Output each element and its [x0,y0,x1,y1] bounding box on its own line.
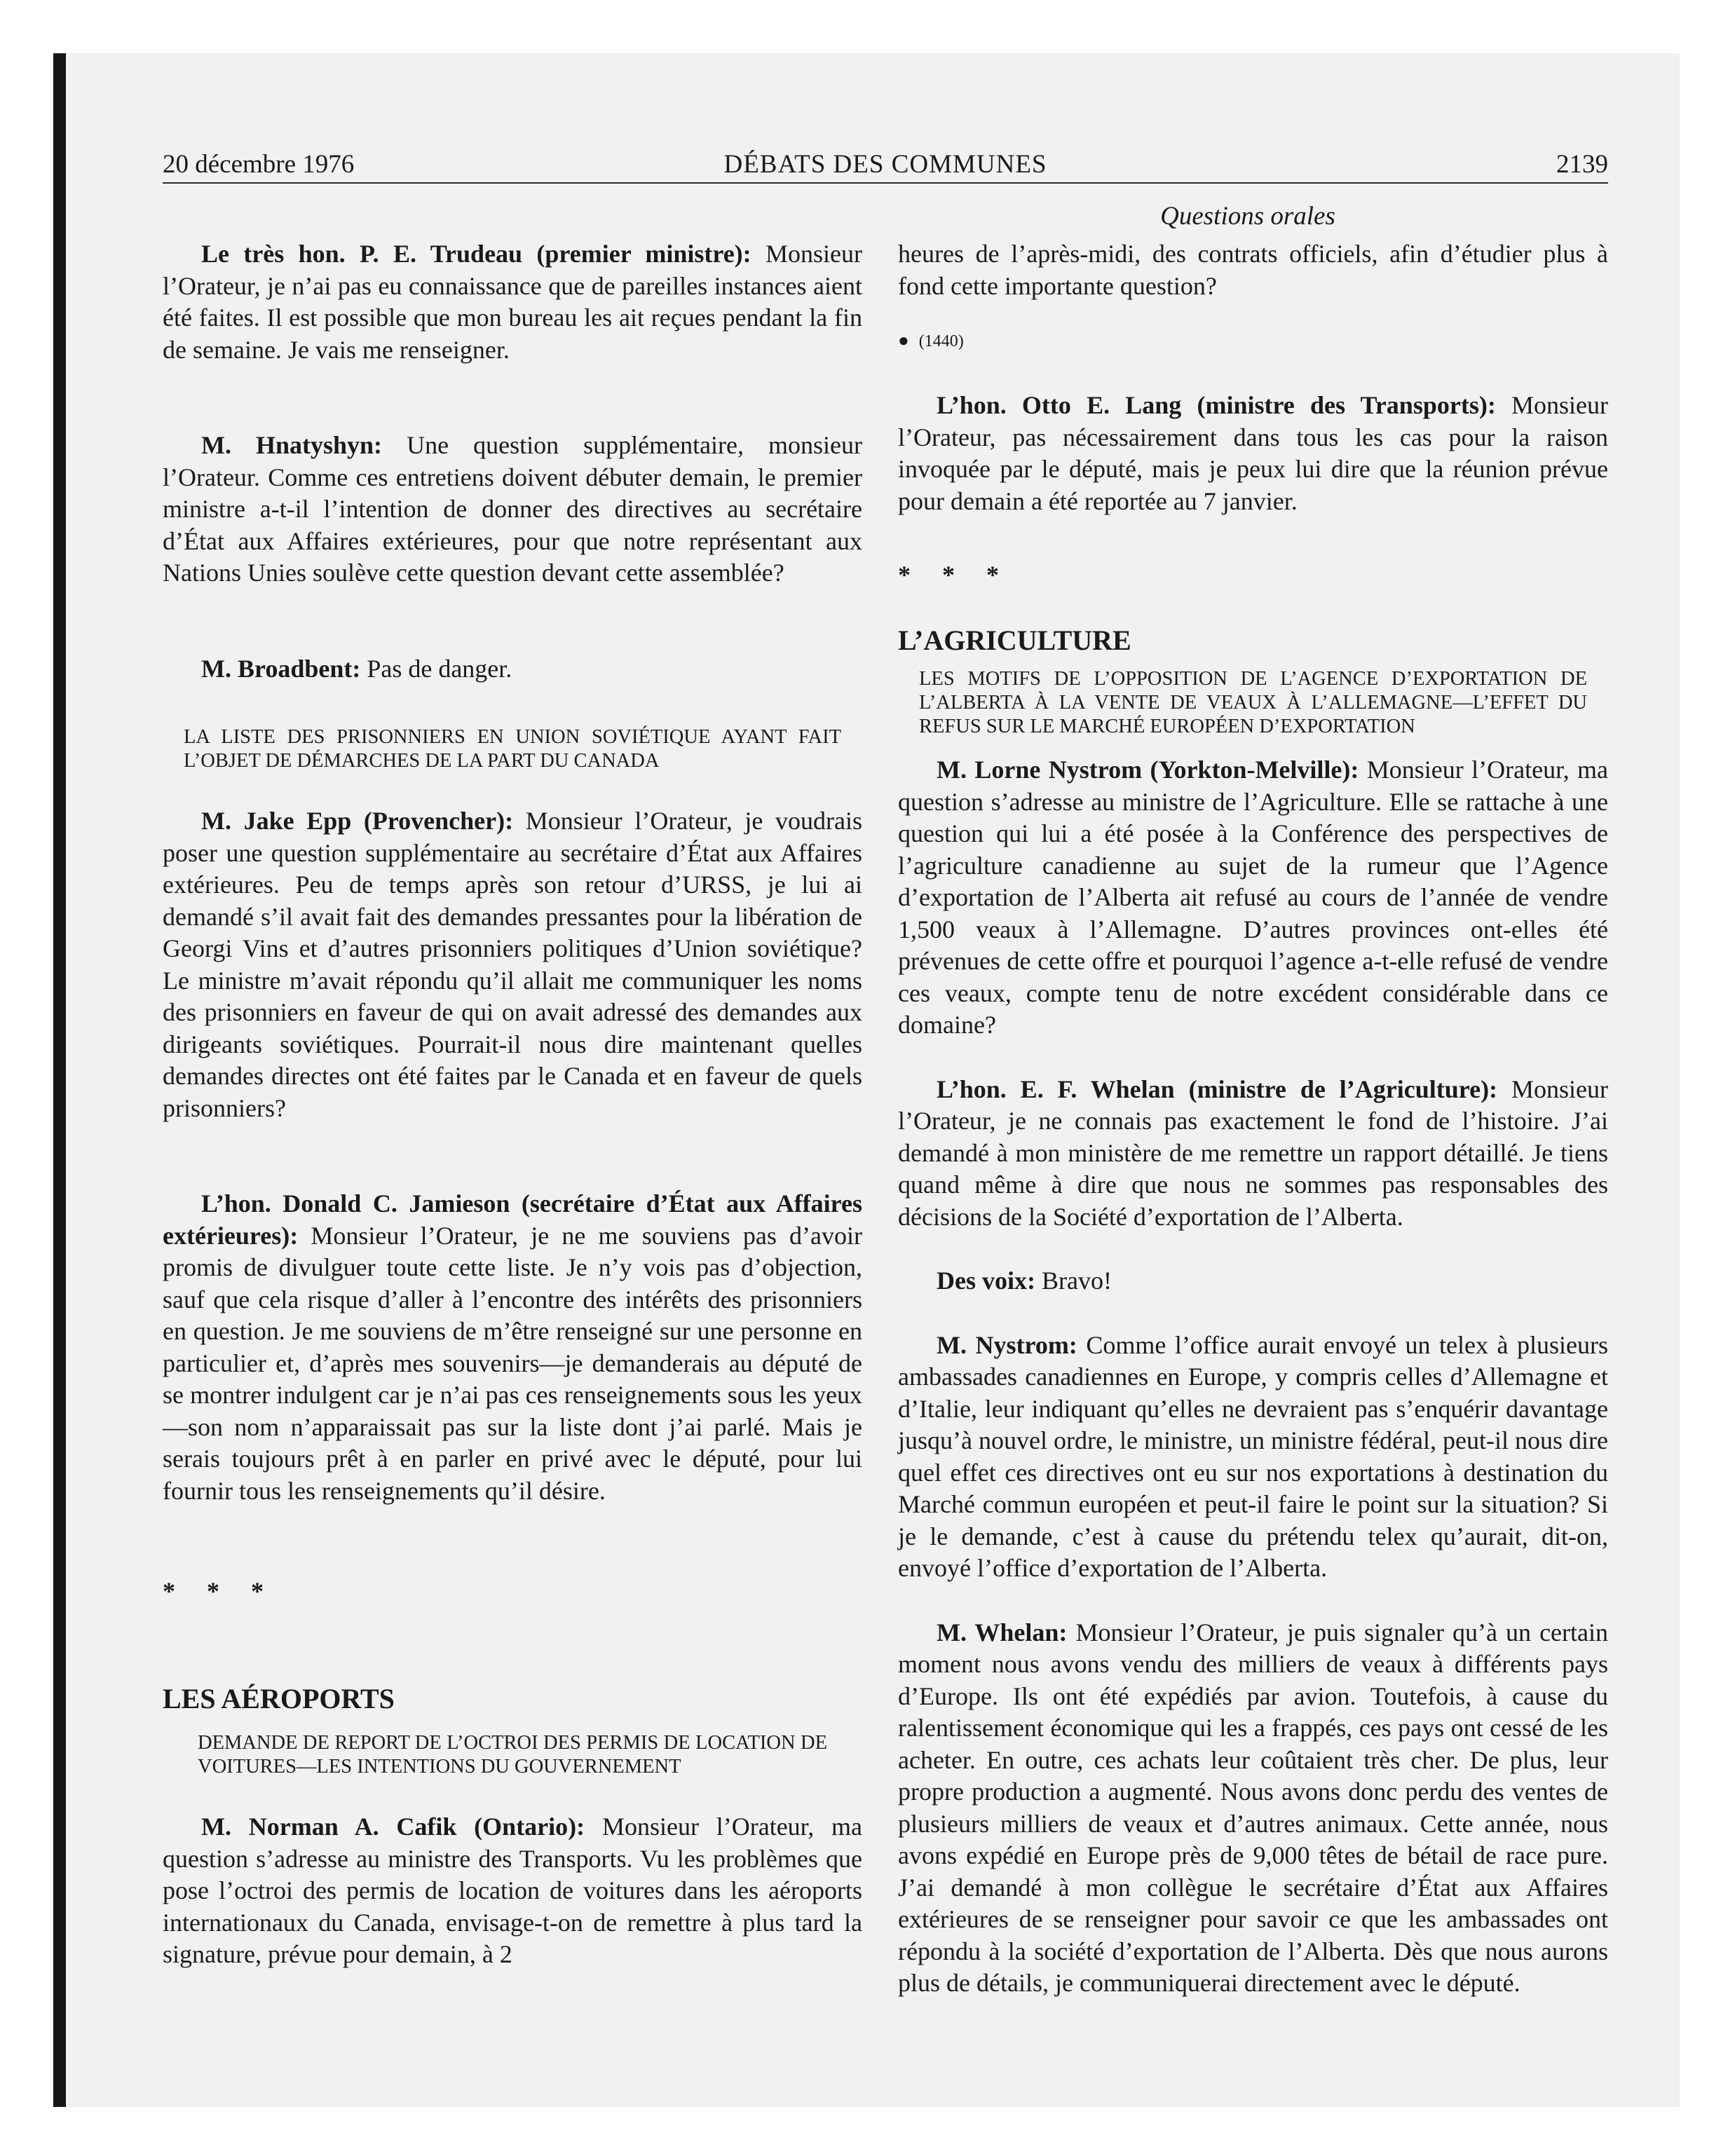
speech-text: Monsieur l’Orateur, je ne connais pas exactement le fond de l’histoire. J’ai demandé à mon ministère de me remettre un rapport détaillé. Je tiens quand même à dire que nous ne sommes pas responsables des décisions de la Société d’exportation de l’Alberta. [898,1074,1608,1231]
speech-voices [898,1265,1608,1297]
header-title: DÉBATS DES COMMUNES [723,150,1047,179]
section-heading-airports: LES AÉROPORTS [163,1683,395,1714]
speech-nystrom [898,754,1608,1042]
subheading-airports: DEMANDE DE REPORT DE L’OCTROI DES PERMIS DE LOCATION DE VOITURES—LES INTENTIONS DU GOUVERNEMENT [198,1732,827,1778]
speaker-name: L’hon. Otto E. Lang (ministre des Transports): [937,391,1496,419]
speech-text: Pas de danger. [367,654,512,683]
speech-text: Monsieur l’Orateur, ma question s’adresse au ministre de l’Agriculture. Elle se rattache à une question qui lui a été posée à la Conférence des perspectives de l’agriculture canadienne au sujet de la rumeur que l’Agence d’exportation de l’Alberta ait refusé au cours de l’année de vendre 1,500 veaux à l’Allemagne. D’autres provinces ont-elles été prévenues de cette offre et pourquoi l’agence a-t-elle refusé de vendre ces veaux, compte tenu de notre excédent considérable dans ce domaine? [898,756,1608,1039]
right-column [898,238,1608,2000]
speech-whelan [898,1074,1608,1234]
speaker-name: Des voix: [937,1267,1035,1295]
speaker-name: M. Broadbent: [201,654,361,683]
running-head: Questions orales [1160,202,1335,231]
speech-nystrom-2 [898,1330,1608,1585]
speech-text: Monsieur l’Orateur, je n’ai pas eu connaissance que de pareilles instances aient été faites. Il est possible que mon bureau les ait reçues pendant la fin de semaine. Je vais me renseigner. [163,240,862,364]
speech-cafik-continued: heures de l’après-midi, des contrats officiels, afin d’étudier plus à fond cette importante question? [898,240,1608,300]
header-date: 20 décembre 1976 [163,150,355,179]
section-separator: * * * [163,1577,276,1605]
time-marker [898,325,1608,357]
speech-text: Monsieur l’Orateur, pas nécessairement dans tous les cas pour la raison invoquée par le député, mais je peux lui dire que la réunion prévue pour demain a été reportée au 7 janvier. [898,391,1608,515]
speech-text: Une question supplémentaire, monsieur l’Orateur. Comme ces entretiens doivent débuter demain, le premier ministre a-t-il l’intention de donner des directives au secrétaire d’État aux Affaires extérieures, pour que notre représentant aux Nations Unies soulève cette question devant cette assemblée? [163,431,863,587]
speech-jamieson [163,1188,862,1507]
header-rule [163,182,1608,184]
speech-hnatyshyn [163,430,862,589]
speech-cafik [163,1811,862,1971]
page-number: 2139 [1556,150,1608,179]
bullet-icon: ● [898,330,909,350]
speech-trudeau [163,238,862,366]
speaker-name: M. Jake Epp (Provencher): [201,807,514,835]
speaker-name: L’hon. E. F. Whelan (ministre de l’Agriculture): [937,1074,1498,1103]
speech-broadbent [163,653,862,685]
speech-epp [163,805,862,1124]
subheading-agriculture: LES MOTIFS DE L’OPPOSITION DE L’AGENCE D’EXPORTATION DE L’ALBERTA À LA VENTE DE VEAUX À L’ALLEMAGNE—L’EFFET DU REFUS SUR LE MARCHÉ EUROPÉEN D’EXPORTATION [919,668,1587,737]
left-column [163,238,862,1971]
speech-text: Monsieur l’Orateur, je ne me souviens pas d’avoir promis de divulguer toute cette liste. Je n’y vois pas d’objection, sauf que cela risque d’aller à l’encontre des intérêts des prisonniers en question. Je me souviens de m’être renseigné sur une personne en particulier et, d’après mes souvenirs—je demanderais au député de se montrer indulgent car je n’ai pas ces renseignements sous les yeux—son nom n’apparaissait pas sur la liste dont j’ai parlé. Mais je serais toujours prêt à en parler en privé avec le député, pour lui fournir tous les renseignements qu’il désire. [163,1221,863,1505]
speech-text: Monsieur l’Orateur, ma question s’adresse au ministre des Transports. Vu les problèmes que pose l’octroi des permis de location de voitures dans les aéroports internationaux du Canada, envisage-t-on de remettre à plus tard la signature, prévue pour demain, à 2 [163,1813,863,1968]
speech-whelan-2 [898,1617,1608,2000]
speaker-name: M. Nystrom: [937,1330,1077,1359]
speech-text: Comme l’office aurait envoyé un telex à plusieurs ambassades canadiennes en Europe, y compris celles d’Allemagne et d’Italie, leur indiquant qu’elles ne devraient pas s’enquérir davantage jusqu’à nouvel ordre, le ministre, un ministre fédéral, peut-il nous dire quel effet ces directives ont eu sur nos exportations à destination du Marché commun européen et peut-il faire le point sur la situation? Si je le demande, c’est à cause du prétendu telex qu’aurait, dit-on, envoyé l’office d’exportation de l’Alberta. [898,1330,1609,1582]
subheading-prisoners: LA LISTE DES PRISONNIERS EN UNION SOVIÉTIQUE AYANT FAIT L’OBJET DE DÉMARCHES DE LA PART DU CANADA [184,726,841,772]
speaker-name: M. Whelan: [937,1618,1068,1646]
speaker-name: Le très hon. P. E. Trudeau (premier ministre): [201,240,751,268]
speaker-name: L’hon. Donald C. Jamieson (secrétaire d’État aux Affaires extérieures): [163,1189,862,1250]
speech-text: Monsieur l’Orateur, je puis signaler qu’à un certain moment nous avons vendu des milliers de veaux à différents pays d’Europe. Ils ont été expédiés par avion. Toutefois, à cause du ralentissement économique qui les a frappés, ces pays ont cessé de les acheter. En outre, ces achats leur coûtaient très cher. De plus, leur propre production a augmenté. Nous avons donc perdu des ventes de plusieurs milliers de veaux et d’autres animaux. Cette année, nous avons expédié en Europe près de 9,000 têtes de bétail de race pure. J’ai demandé à mon collègue le secrétaire d’État aux Affaires extérieures de se renseigner pour savoir ce que les ambassades ont répondu à la société d’exportation de l’Alberta. Dès que nous aurons plus de détails, je communiquerai directement avec le député. [898,1618,1609,1997]
scan-binding-edge [53,53,66,2107]
section-separator: * * * [898,561,1012,589]
time-marker-text: (1440) [918,332,964,350]
speech-lang [898,390,1608,517]
speaker-name: M. Lorne Nystrom (Yorkton-Melville): [937,756,1359,784]
speaker-name: M. Norman A. Cafik (Ontario): [201,1813,585,1841]
section-heading-agriculture: L’AGRICULTURE [898,625,1131,656]
speech-text: Monsieur l’Orateur, je voudrais poser une question supplémentaire au secrétaire d’État aux Affaires extérieures. Peu de temps après son retour d’URSS, je lui ai demandé s’il avait fait des demandes pressantes pour la libération de Georgi Vins et d’autres prisonniers politiques d’Union soviétique? Le ministre m’avait répondu qu’il allait me communiquer les noms des prisonniers en faveur de qui on avait adressé des demandes aux dirigeants soviétiques. Pourrait-il nous dire maintenant quelles demandes directes ont été faites par le Canada et en faveur de quels prisonniers? [163,807,862,1122]
speech-text: Bravo! [1041,1267,1112,1295]
speaker-name: M. Hnatyshyn: [201,431,383,459]
page-header [163,149,1608,181]
